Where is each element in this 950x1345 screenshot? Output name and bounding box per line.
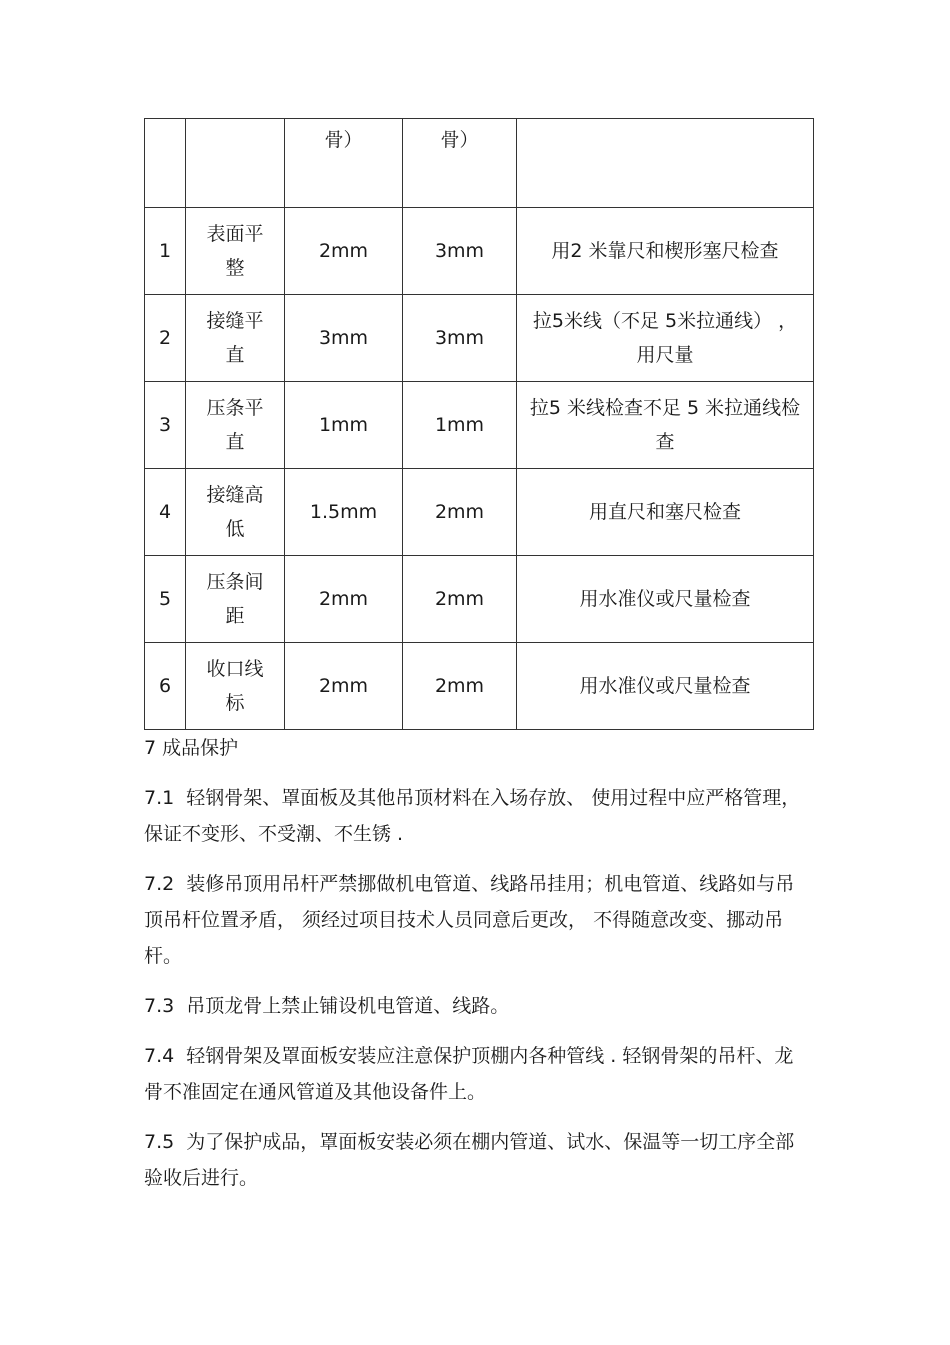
row-method-text: 拉5米线（不足 5米拉通线） ，用尺量 [532,310,798,366]
paragraph-number: 7.3 [144,995,175,1017]
paragraph-text: 吊顶龙骨上禁止铺设机电管道、线路。 [186,995,510,1017]
table-header-row [145,119,814,208]
row-method-text: 拉5 米线检查不足 5 米拉通线检查 [529,397,801,453]
row-method-text: 用2 米靠尺和楔形塞尺检查 [551,240,779,262]
row-number: 4 [145,469,186,556]
row-value-2: 2mm [403,469,517,556]
paragraph-7-3 [144,988,804,1024]
paragraph-7-5 [144,1124,804,1196]
row-value-2: 1mm [403,382,517,469]
row-value-1: 2mm [285,556,403,643]
row-item [186,382,285,469]
tolerance-table [144,118,814,730]
header-cell-item [186,119,285,208]
paragraph-text: 装修吊顶用吊杆严禁挪做机电管道、线路吊挂用；机电管道、线路如与吊顶吊杆位置矛盾， 须经过项目技术人员同意后更改， 不得随意改变、挪动吊杆。 [144,873,795,967]
row-item-text: 收口线标 [206,658,264,714]
row-item [186,643,285,730]
row-value-1: 1mm [285,382,403,469]
row-item-text: 表面平整 [206,223,264,279]
row-item [186,295,285,382]
paragraph-number: 7.5 [144,1131,175,1153]
table-row [145,382,814,469]
header-cell-method [517,119,814,208]
row-number: 3 [145,382,186,469]
paragraph-text: 为了保护成品，罩面板安装必须在棚内管道、试水、保温等一切工序全部验收后进行。 [144,1131,795,1189]
paragraph-number: 7.2 [144,873,175,895]
row-number: 1 [145,208,186,295]
paragraph-number: 7.1 [144,787,175,809]
row-method [517,382,814,469]
row-item-text: 接缝高低 [206,484,264,540]
paragraph-7-4 [144,1038,804,1110]
row-method-text: 用水准仪或尺量检查 [579,675,751,697]
row-item-text: 压条平直 [206,397,264,453]
row-method [517,469,814,556]
paragraph-text: 轻钢骨架及罩面板安装应注意保护顶棚内各种管线 . 轻钢骨架的吊杆、龙骨不准固定在通风管道及其他设备件上。 [144,1045,794,1103]
row-number: 6 [145,643,186,730]
paragraph-7-1 [144,780,804,852]
table-row [145,556,814,643]
row-method-text: 用水准仪或尺量检查 [579,588,751,610]
row-method [517,295,814,382]
row-value-1: 2mm [285,208,403,295]
row-value-1: 3mm [285,295,403,382]
row-method [517,208,814,295]
table-row [145,208,814,295]
paragraph-number: 7.4 [144,1045,175,1067]
row-value-1: 1.5mm [285,469,403,556]
paragraph-7-2 [144,866,804,974]
row-value-2: 3mm [403,208,517,295]
table-row [145,643,814,730]
row-item [186,556,285,643]
row-method-text: 用直尺和塞尺检查 [588,501,741,523]
row-method [517,643,814,730]
row-item-text: 接缝平直 [206,310,264,366]
row-value-2: 3mm [403,295,517,382]
row-method [517,556,814,643]
paragraph-text: 轻钢骨架、罩面板及其他吊顶材料在入场存放、 使用过程中应严格管理，保证不变形、不受潮、不生锈 . [144,787,801,845]
header-cell-v2: 骨） [403,119,517,208]
header-cell-v1: 骨） [285,119,403,208]
row-item [186,208,285,295]
section-heading: 7 成品保护 [144,737,239,759]
row-value-1: 2mm [285,643,403,730]
row-value-2: 2mm [403,643,517,730]
row-value-2: 2mm [403,556,517,643]
row-number: 2 [145,295,186,382]
row-number: 5 [145,556,186,643]
header-cell-no [145,119,186,208]
table-row [145,469,814,556]
table-row [145,295,814,382]
row-item-text: 压条间距 [206,571,264,627]
row-item [186,469,285,556]
